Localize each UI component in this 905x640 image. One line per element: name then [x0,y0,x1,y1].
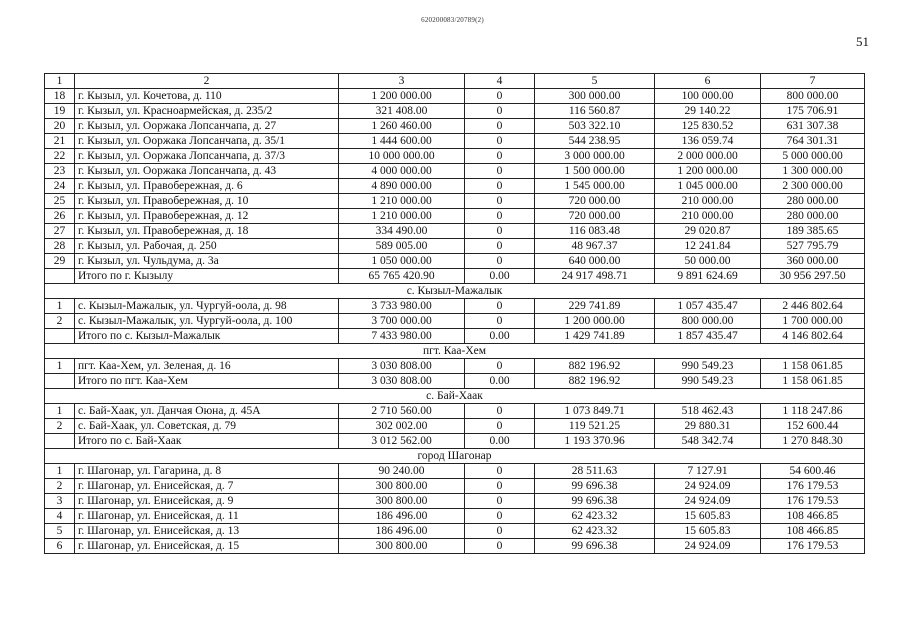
table-row [45,299,865,314]
col-fund: 0 [465,299,535,314]
header-col-owners: 7 [761,74,865,89]
col-number: 4 [45,509,75,524]
col-address: с. Кызыл-Мажалык, ул. Чургуй-оола, д. 100 [75,314,339,329]
col-budget-2: 9 891 624.69 [655,269,761,284]
col-budget-1: 1 193 370.96 [535,434,655,449]
col-fund: 0 [465,359,535,374]
col-address: г. Кызыл, ул. Правобережная, д. 10 [75,194,339,209]
col-number: 1 [45,404,75,419]
col-number [45,374,75,389]
section-title: город Шагонар [45,449,865,464]
total-row [45,329,865,344]
col-budget-2: 15 605.83 [655,509,761,524]
col-owners: 280 000.00 [761,194,865,209]
col-total-cost: 4 000 000.00 [339,164,465,179]
col-total-cost: 3 030 808.00 [339,359,465,374]
col-fund: 0 [465,119,535,134]
col-budget-1: 99 696.38 [535,539,655,554]
col-budget-2: 100 000.00 [655,89,761,104]
col-owners: 30 956 297.50 [761,269,865,284]
col-total-cost: 7 433 980.00 [339,329,465,344]
col-number: 1 [45,464,75,479]
col-address: г. Кызыл, ул. Правобережная, д. 18 [75,224,339,239]
col-budget-2: 548 342.74 [655,434,761,449]
col-budget-1: 503 322.10 [535,119,655,134]
col-owners: 360 000.00 [761,254,865,269]
col-budget-2: 7 127.91 [655,464,761,479]
col-budget-1: 229 741.89 [535,299,655,314]
col-owners: 176 179.53 [761,539,865,554]
col-budget-2: 990 549.23 [655,359,761,374]
col-address: г. Кызыл, ул. Ооржака Лопсанчапа, д. 27 [75,119,339,134]
col-fund: 0 [465,209,535,224]
col-fund: 0 [465,464,535,479]
table-row [45,359,865,374]
col-fund: 0.00 [465,329,535,344]
col-number: 18 [45,89,75,104]
col-number: 22 [45,149,75,164]
col-owners: 108 466.85 [761,509,865,524]
col-budget-1: 720 000.00 [535,194,655,209]
header-col-budget-1: 5 [535,74,655,89]
table-row [45,464,865,479]
table-row [45,179,865,194]
col-total-cost: 1 444 600.00 [339,134,465,149]
col-fund: 0.00 [465,434,535,449]
col-owners: 176 179.53 [761,479,865,494]
col-budget-1: 1 500 000.00 [535,164,655,179]
col-budget-1: 28 511.63 [535,464,655,479]
document-id: 620200083/20789(2) [421,16,484,24]
header-col-fund: 4 [465,74,535,89]
col-total-cost: 3 700 000.00 [339,314,465,329]
col-fund: 0 [465,194,535,209]
col-budget-2: 12 241.84 [655,239,761,254]
col-total-cost: 302 002.00 [339,419,465,434]
col-fund: 0 [465,104,535,119]
col-budget-1: 1 200 000.00 [535,314,655,329]
table-row [45,419,865,434]
col-total-cost: 90 240.00 [339,464,465,479]
col-budget-1: 3 000 000.00 [535,149,655,164]
col-budget-1: 62 423.32 [535,509,655,524]
col-address: Итого по г. Кызылу [75,269,339,284]
col-address: Итого по с. Кызыл-Мажалык [75,329,339,344]
total-row [45,269,865,284]
col-total-cost: 2 710 560.00 [339,404,465,419]
col-budget-2: 2 000 000.00 [655,149,761,164]
col-address: г. Шагонар, ул. Енисейская, д. 7 [75,479,339,494]
section-row [45,284,865,299]
col-address: с. Кызыл-Мажалык, ул. Чургуй-оола, д. 98 [75,299,339,314]
col-budget-1: 62 423.32 [535,524,655,539]
col-budget-2: 1 057 435.47 [655,299,761,314]
col-budget-2: 210 000.00 [655,194,761,209]
col-fund: 0 [465,164,535,179]
section-row [45,344,865,359]
col-owners: 1 158 061.85 [761,374,865,389]
col-budget-1: 300 000.00 [535,89,655,104]
col-budget-1: 1 429 741.89 [535,329,655,344]
col-total-cost: 1 050 000.00 [339,254,465,269]
col-budget-2: 15 605.83 [655,524,761,539]
col-fund: 0 [465,509,535,524]
col-total-cost: 4 890 000.00 [339,179,465,194]
col-budget-1: 48 967.37 [535,239,655,254]
col-total-cost: 589 005.00 [339,239,465,254]
col-owners: 1 158 061.85 [761,359,865,374]
col-budget-2: 29 140.22 [655,104,761,119]
col-owners: 5 000 000.00 [761,149,865,164]
table-row [45,89,865,104]
col-budget-1: 1 545 000.00 [535,179,655,194]
col-budget-1: 24 917 498.71 [535,269,655,284]
col-budget-2: 1 857 435.47 [655,329,761,344]
col-owners: 1 700 000.00 [761,314,865,329]
col-budget-2: 1 045 000.00 [655,179,761,194]
col-fund: 0 [465,314,535,329]
col-number: 2 [45,419,75,434]
col-owners: 527 795.79 [761,239,865,254]
col-owners: 175 706.91 [761,104,865,119]
col-budget-2: 136 059.74 [655,134,761,149]
table-row [45,134,865,149]
col-number: 27 [45,224,75,239]
col-budget-2: 24 924.09 [655,494,761,509]
table-row [45,194,865,209]
col-owners: 152 600.44 [761,419,865,434]
col-fund: 0 [465,224,535,239]
col-total-cost: 300 800.00 [339,479,465,494]
register-table [44,73,865,554]
col-address: г. Шагонар, ул. Енисейская, д. 13 [75,524,339,539]
col-owners: 4 146 802.64 [761,329,865,344]
col-total-cost: 1 210 000.00 [339,209,465,224]
col-total-cost: 186 496.00 [339,524,465,539]
col-fund: 0 [465,494,535,509]
section-title: пгт. Каа-Хем [45,344,865,359]
table-row [45,224,865,239]
col-fund: 0 [465,479,535,494]
col-total-cost: 1 200 000.00 [339,89,465,104]
col-budget-2: 29 880.31 [655,419,761,434]
col-budget-1: 119 521.25 [535,419,655,434]
col-number: 2 [45,314,75,329]
col-total-cost: 1 210 000.00 [339,194,465,209]
table-row [45,509,865,524]
table-row [45,254,865,269]
col-address: г. Кызыл, ул. Рабочая, д. 250 [75,239,339,254]
col-owners: 108 466.85 [761,524,865,539]
col-owners: 2 446 802.64 [761,299,865,314]
col-total-cost: 3 733 980.00 [339,299,465,314]
col-address: г. Кызыл, ул. Правобережная, д. 6 [75,179,339,194]
section-title: с. Кызыл-Мажалык [45,284,865,299]
col-number: 6 [45,539,75,554]
col-fund: 0 [465,404,535,419]
col-total-cost: 300 800.00 [339,494,465,509]
col-budget-2: 125 830.52 [655,119,761,134]
col-fund: 0 [465,239,535,254]
col-number: 5 [45,524,75,539]
col-number: 23 [45,164,75,179]
col-total-cost: 10 000 000.00 [339,149,465,164]
table-row [45,209,865,224]
col-fund: 0 [465,134,535,149]
col-total-cost: 334 490.00 [339,224,465,239]
col-budget-2: 800 000.00 [655,314,761,329]
col-number [45,269,75,284]
col-budget-1: 99 696.38 [535,494,655,509]
col-budget-1: 544 238.95 [535,134,655,149]
col-address: г. Шагонар, ул. Енисейская, д. 9 [75,494,339,509]
col-total-cost: 3 012 562.00 [339,434,465,449]
col-budget-2: 990 549.23 [655,374,761,389]
col-total-cost: 321 408.00 [339,104,465,119]
col-fund: 0 [465,419,535,434]
col-fund: 0 [465,539,535,554]
table-row [45,314,865,329]
table-row [45,494,865,509]
col-fund: 0 [465,149,535,164]
col-address: г. Кызыл, ул. Ооржака Лопсанчапа, д. 35/1 [75,134,339,149]
section-title: с. Бай-Хаак [45,389,865,404]
col-address: с. Бай-Хаак, ул. Данчая Оюна, д. 45А [75,404,339,419]
col-owners: 2 300 000.00 [761,179,865,194]
col-number: 28 [45,239,75,254]
col-total-cost: 300 800.00 [339,539,465,554]
table-body [45,74,865,554]
col-budget-2: 24 924.09 [655,539,761,554]
col-fund: 0 [465,524,535,539]
col-fund: 0.00 [465,269,535,284]
col-address: Итого по с. Бай-Хаак [75,434,339,449]
col-address: пгт. Каа-Хем, ул. Зеленая, д. 16 [75,359,339,374]
col-total-cost: 3 030 808.00 [339,374,465,389]
header-col-total-cost: 3 [339,74,465,89]
table-row [45,149,865,164]
col-total-cost: 65 765 420.90 [339,269,465,284]
col-number: 20 [45,119,75,134]
col-budget-2: 50 000.00 [655,254,761,269]
col-total-cost: 186 496.00 [339,509,465,524]
col-number: 2 [45,479,75,494]
col-number: 1 [45,359,75,374]
col-budget-2: 210 000.00 [655,209,761,224]
col-number: 19 [45,104,75,119]
table-row [45,239,865,254]
col-number: 24 [45,179,75,194]
col-fund: 0 [465,179,535,194]
col-budget-1: 116 560.87 [535,104,655,119]
header-col-number: 1 [45,74,75,89]
col-budget-1: 882 196.92 [535,359,655,374]
col-address: г. Шагонар, ул. Енисейская, д. 11 [75,509,339,524]
col-budget-2: 518 462.43 [655,404,761,419]
section-row [45,449,865,464]
col-total-cost: 1 260 460.00 [339,119,465,134]
col-number: 25 [45,194,75,209]
col-budget-2: 1 200 000.00 [655,164,761,179]
col-budget-1: 99 696.38 [535,479,655,494]
table-row [45,404,865,419]
col-address: г. Шагонар, ул. Гагарина, д. 8 [75,464,339,479]
col-budget-1: 720 000.00 [535,209,655,224]
col-owners: 1 270 848.30 [761,434,865,449]
col-budget-1: 1 073 849.71 [535,404,655,419]
col-address: г. Кызыл, ул. Ооржака Лопсанчапа, д. 37/3 [75,149,339,164]
header-col-address: 2 [75,74,339,89]
header-col-budget-2: 6 [655,74,761,89]
col-budget-1: 116 083.48 [535,224,655,239]
table-row [45,119,865,134]
col-owners: 1 300 000.00 [761,164,865,179]
col-number: 1 [45,299,75,314]
col-address: г. Кызыл, ул. Ооржака Лопсанчапа, д. 43 [75,164,339,179]
col-address: г. Кызыл, ул. Красноармейская, д. 235/2 [75,104,339,119]
col-owners: 189 385.65 [761,224,865,239]
col-number [45,329,75,344]
col-budget-1: 882 196.92 [535,374,655,389]
col-owners: 54 600.46 [761,464,865,479]
col-number: 26 [45,209,75,224]
table-row [45,524,865,539]
total-row [45,434,865,449]
col-fund: 0 [465,89,535,104]
table-row [45,164,865,179]
col-budget-2: 24 924.09 [655,479,761,494]
col-fund: 0.00 [465,374,535,389]
table-row [45,539,865,554]
col-address: г. Кызыл, ул. Кочетова, д. 110 [75,89,339,104]
col-address: с. Бай-Хаак, ул. Советская, д. 79 [75,419,339,434]
total-row [45,374,865,389]
col-fund: 0 [465,254,535,269]
col-owners: 800 000.00 [761,89,865,104]
col-number [45,434,75,449]
col-address: г. Кызыл, ул. Чульдума, д. 3а [75,254,339,269]
col-owners: 631 307.38 [761,119,865,134]
table-row [45,479,865,494]
col-budget-1: 640 000.00 [535,254,655,269]
section-row [45,389,865,404]
col-number: 29 [45,254,75,269]
col-owners: 176 179.53 [761,494,865,509]
page-number: 51 [856,34,869,49]
col-address: г. Шагонар, ул. Енисейская, д. 15 [75,539,339,554]
col-address: Итого по пгт. Каа-Хем [75,374,339,389]
col-number: 3 [45,494,75,509]
col-owners: 1 118 247.86 [761,404,865,419]
table-row [45,104,865,119]
col-budget-2: 29 020.87 [655,224,761,239]
col-owners: 764 301.31 [761,134,865,149]
col-address: г. Кызыл, ул. Правобережная, д. 12 [75,209,339,224]
col-owners: 280 000.00 [761,209,865,224]
header-row [45,74,865,89]
col-number: 21 [45,134,75,149]
